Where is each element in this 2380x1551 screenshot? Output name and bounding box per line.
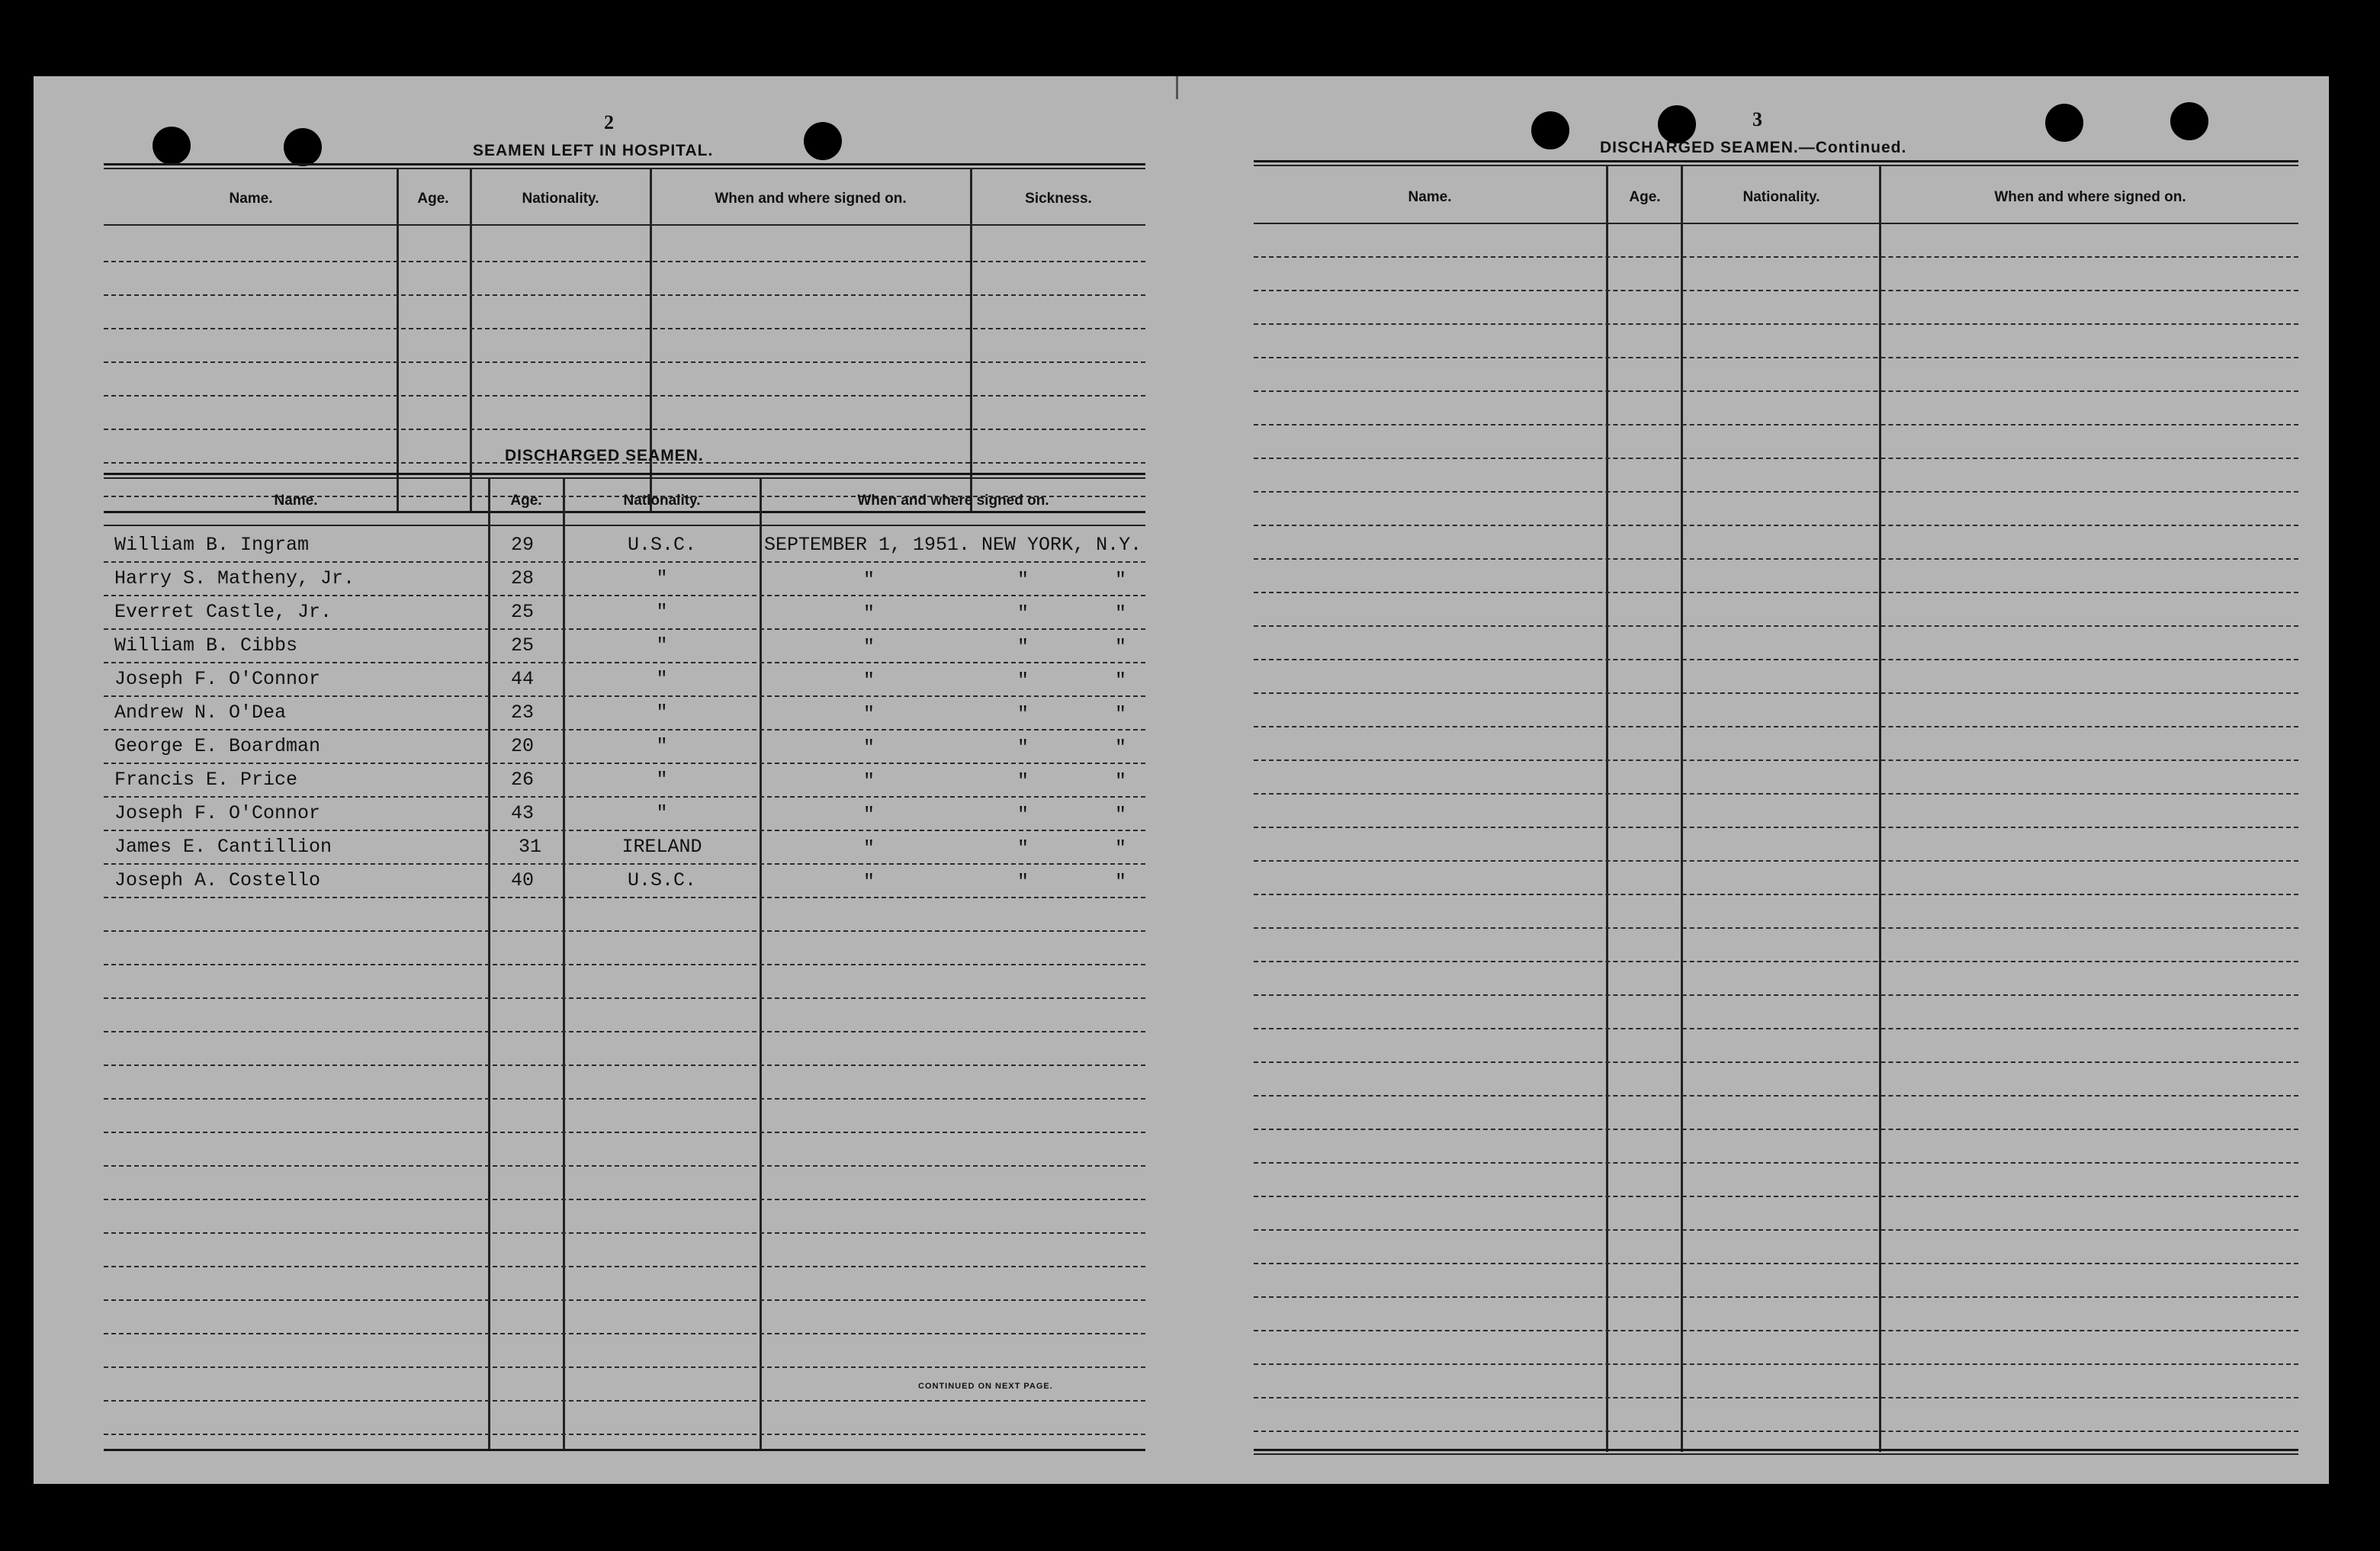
page-fold [1176, 76, 1178, 99]
ditto-mark: " [1115, 670, 1127, 692]
punch-hole [1531, 111, 1569, 149]
punch-hole [804, 122, 842, 160]
discharged-header-nationality: Nationality. [623, 493, 701, 509]
row-8-name: Francis E. Price [114, 769, 298, 791]
row-9-nationality: " [656, 802, 668, 824]
ditto-mark: " [863, 737, 875, 759]
right-header-age: Age. [1629, 189, 1661, 205]
ditto-mark: " [863, 569, 875, 591]
row-6-name: Andrew N. O'Dea [114, 702, 287, 724]
row-11-age: 40 [511, 869, 535, 891]
row-6-nationality: " [656, 702, 668, 724]
ditto-mark: " [1115, 871, 1127, 893]
punch-hole [2170, 102, 2208, 140]
ditto-mark: " [1115, 569, 1127, 591]
ditto-mark: " [863, 871, 875, 893]
discharged-header-age: Age. [510, 493, 542, 509]
row-1-age: 29 [511, 534, 535, 556]
hospital-header-age: Age. [417, 191, 449, 207]
row-2-name: Harry S. Matheny, Jr. [114, 567, 355, 589]
ditto-mark: " [1017, 770, 1029, 792]
punch-hole [284, 128, 322, 166]
ditto-mark: " [1017, 703, 1029, 725]
discharged-continued-title: DISCHARGED SEAMEN.—Continued. [1600, 139, 1907, 156]
row-7-nationality: " [656, 735, 668, 757]
row-10-nationality: IRELAND [621, 836, 702, 858]
ditto-mark: " [1017, 871, 1029, 893]
hospital-table-top-rule [104, 163, 1145, 165]
row-9-age: 43 [511, 802, 535, 824]
discharged-section-title: DISCHARGED SEAMEN. [505, 447, 704, 464]
ditto-mark: " [1017, 569, 1029, 591]
row-11-nationality: U.S.C. [627, 869, 696, 891]
ditto-mark: " [1017, 670, 1029, 692]
page-number-right: 3 [1752, 108, 1762, 130]
right-header-signed-on: When and where signed on. [1994, 189, 2186, 205]
ditto-mark: " [863, 804, 875, 826]
ditto-mark: " [1017, 737, 1029, 759]
page-number-left: 2 [604, 111, 614, 133]
row-4-age: 25 [511, 634, 535, 657]
ditto-mark: " [863, 602, 875, 625]
ditto-mark: " [1017, 636, 1029, 658]
ditto-mark: " [1115, 636, 1127, 658]
row-2-age: 28 [511, 567, 535, 589]
row-6-age: 23 [511, 702, 535, 724]
row-10-name: James E. Cantillion [114, 836, 332, 858]
punch-hole [153, 127, 191, 165]
row-5-name: Joseph F. O'Connor [114, 668, 321, 690]
row-2-nationality: " [656, 567, 668, 589]
row-5-nationality: " [656, 668, 668, 690]
row-3-nationality: " [656, 601, 668, 623]
ditto-mark: " [1115, 703, 1127, 725]
ditto-mark: " [863, 770, 875, 792]
row-3-age: 25 [511, 601, 535, 623]
row-1-signed-on: SEPTEMBER 1, 1951. NEW YORK, N.Y. [764, 534, 1142, 556]
row-5-age: 44 [511, 668, 535, 690]
right-header-nationality: Nationality. [1742, 189, 1820, 205]
ditto-mark: " [1017, 602, 1029, 625]
row-4-nationality: " [656, 634, 668, 657]
ditto-mark: " [863, 703, 875, 725]
hospital-header-sickness: Sickness. [1025, 191, 1092, 207]
row-10-age: 31 [519, 836, 542, 858]
row-9-name: Joseph F. O'Connor [114, 802, 321, 824]
hospital-section-title: SEAMEN LEFT IN HOSPITAL. [473, 142, 714, 159]
ditto-mark: " [863, 837, 875, 859]
hospital-header-nationality: Nationality. [522, 191, 599, 207]
ditto-mark: " [1017, 837, 1029, 859]
row-8-age: 26 [511, 769, 535, 791]
ditto-mark: " [1115, 837, 1127, 859]
ditto-mark: " [863, 670, 875, 692]
ditto-mark: " [1115, 602, 1127, 625]
ditto-mark: " [863, 636, 875, 658]
right-header-name: Name. [1408, 189, 1452, 205]
discharged-header-signed-on: When and where signed on. [857, 493, 1049, 509]
ditto-mark: " [1115, 804, 1127, 826]
row-1-name: William B. Ingram [114, 534, 310, 556]
document-sheet [34, 76, 2329, 1484]
row-3-name: Everret Castle, Jr. [114, 601, 332, 623]
hospital-header-signed-on: When and where signed on. [715, 191, 907, 207]
row-7-name: George E. Boardman [114, 735, 321, 757]
discharged-header-name: Name. [274, 493, 318, 509]
ditto-mark: " [1115, 770, 1127, 792]
continued-note: CONTINUED ON NEXT PAGE. [918, 1382, 1053, 1391]
hospital-header-name: Name. [229, 191, 273, 207]
punch-hole [2045, 104, 2083, 142]
ditto-mark: " [1017, 804, 1029, 826]
row-4-name: William B. Cibbs [114, 634, 298, 657]
row-11-name: Joseph A. Costello [114, 869, 321, 891]
punch-hole [1658, 105, 1696, 143]
row-7-age: 20 [511, 735, 535, 757]
row-1-nationality: U.S.C. [627, 534, 696, 556]
row-8-nationality: " [656, 769, 668, 791]
ditto-mark: " [1115, 737, 1127, 759]
